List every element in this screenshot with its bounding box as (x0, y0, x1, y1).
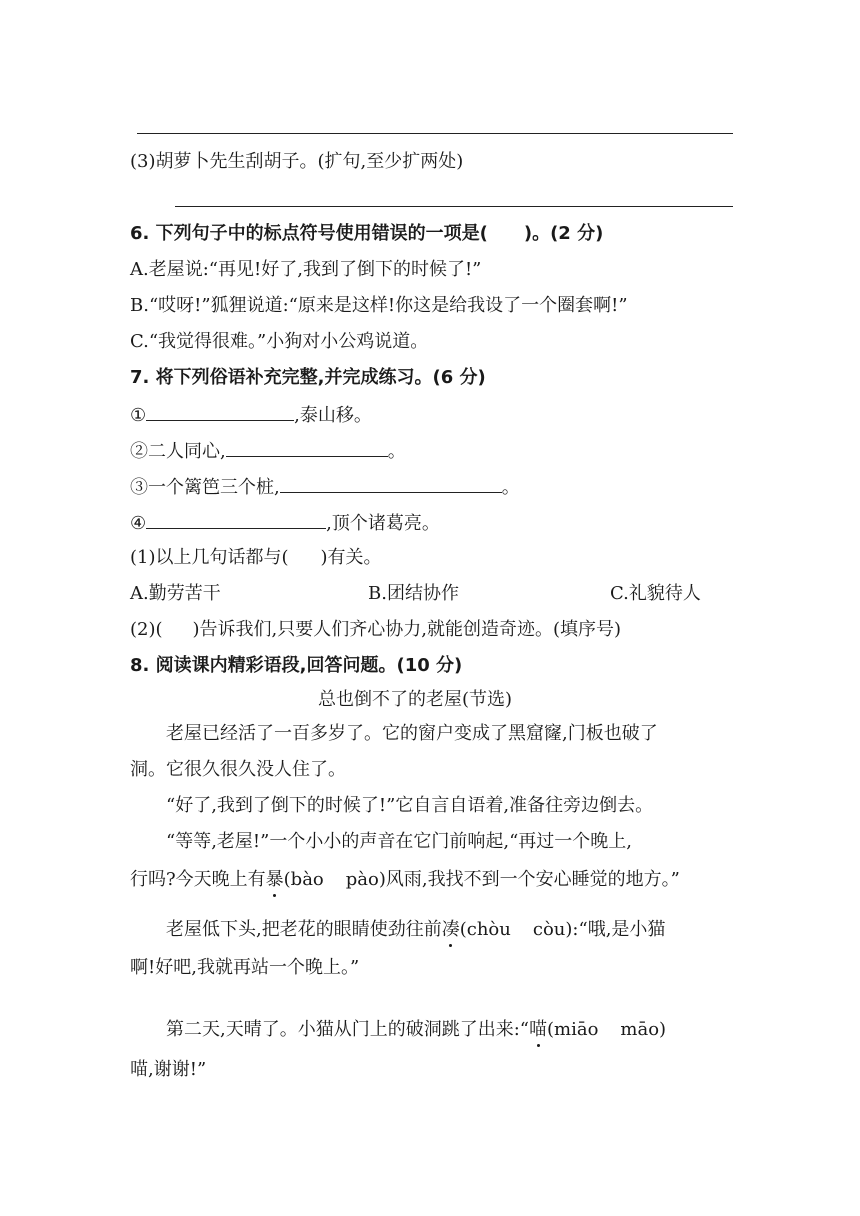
q7-choice-a[interactable]: A.勤劳苦干 (130, 583, 221, 604)
dotted-char-cou: 凑 (441, 919, 460, 940)
pinyin-chou[interactable]: (chòu (459, 919, 511, 940)
q7-sub2 (130, 618, 621, 642)
answer-line-top[interactable] (137, 133, 733, 134)
p4-text-b: :“哦,是小猫 (572, 919, 666, 940)
dotted-char-miao: 喵 (529, 1019, 547, 1040)
proverb-1-blank[interactable] (146, 402, 294, 421)
answer-line-5-3[interactable] (175, 206, 733, 207)
proverb-2-suffix: 。 (387, 441, 406, 462)
p3-text-b: 风雨,我找不到一个安心睡觉的地方。” (385, 869, 680, 890)
passage-p4-line1 (166, 918, 665, 942)
q7-sub1 (130, 546, 382, 570)
pinyin-pao[interactable]: pào) (345, 869, 386, 890)
proverb-3-prefix: ③一个篱笆三个桩, (130, 477, 280, 498)
q7-sub2-b: )告诉我们,只要人们齐心协力,就能创造奇迹。(填序号) (192, 619, 622, 640)
q6-stem-b: )。(2 分) (523, 223, 604, 244)
passage-p4-line2: 啊!好吧,我就再站一个晚上。” (130, 957, 360, 978)
proverb-4-prefix: ④ (130, 513, 147, 534)
passage-p1-line1: 老屋已经活了一百多岁了。它的窗户变成了黑窟窿,门板也破了 (166, 723, 658, 744)
q6-option-c[interactable]: C.“我觉得很难。”小狗对小公鸡说道。 (130, 331, 429, 352)
proverb-4-suffix: ,顶个诸葛亮。 (326, 513, 440, 534)
pinyin-bao[interactable]: (bào (283, 869, 324, 890)
q6-option-a[interactable]: A.老屋说:“再见!好了,我到了倒下的时候了!” (130, 259, 482, 280)
proverb-1-suffix: ,泰山移。 (294, 405, 372, 426)
proverb-2-blank[interactable] (226, 438, 388, 457)
q7-sub2-a: (2)( (130, 619, 163, 640)
proverb-3-blank[interactable] (280, 474, 502, 493)
q6-stem-a: 6. 下列句子中的标点符号使用错误的一项是( (130, 223, 488, 244)
passage-p3-line2 (130, 868, 680, 892)
proverb-2-prefix: ②二人同心, (130, 441, 226, 462)
question-6-stem (130, 222, 603, 246)
dotted-char-bao: 暴 (265, 869, 284, 890)
proverb-3-suffix: 。 (501, 477, 520, 498)
q7-choice-b[interactable]: B.团结协作 (368, 583, 459, 604)
p3-text-a: 行吗?今天晚上有 (130, 869, 266, 890)
q7-sub1-b: )有关。 (320, 547, 382, 568)
proverb-3 (130, 474, 520, 500)
pinyin-mao[interactable]: māo) (620, 1019, 667, 1040)
q7-sub1-a: (1)以上几句话都与( (130, 547, 289, 568)
passage-p5-line1 (166, 1018, 666, 1042)
q6-option-b[interactable]: B.“哎呀!”狐狸说道:“原来是这样!你这是给我设了一个圈套啊!” (130, 295, 628, 316)
q7-choice-c[interactable]: C.礼貌待人 (610, 583, 701, 604)
passage-p3-line1: “等等,老屋!”一个小小的声音在它门前响起,“再过一个晚上, (166, 831, 633, 852)
passage-p2: “好了,我到了倒下的时候了!”它自言自语着,准备往旁边倒去。 (166, 795, 654, 816)
question-8-stem: 8. 阅读课内精彩语段,回答问题。(10 分) (130, 655, 463, 676)
question-7-stem: 7. 将下列俗语补充完整,并完成练习。(6 分) (130, 367, 486, 388)
passage-p5-line2: 喵,谢谢!” (130, 1059, 207, 1080)
proverb-1 (130, 402, 372, 428)
proverb-4 (130, 510, 440, 536)
proverb-1-prefix: ① (130, 405, 147, 426)
p4-text-a: 老屋低下头,把老花的眼睛使劲往前 (166, 919, 442, 940)
p5-text-a: 第二天,天晴了。小猫从门上的破洞跳了出来:“ (166, 1019, 529, 1040)
proverb-4-blank[interactable] (146, 510, 326, 529)
passage-title: 总也倒不了的老屋(节选) (318, 689, 513, 710)
pinyin-miao[interactable]: (miāo (547, 1019, 599, 1040)
proverb-2 (130, 438, 406, 464)
question-5-3: (3)胡萝卜先生刮胡子。(扩句,至少扩两处) (130, 151, 464, 172)
pinyin-cou[interactable]: còu) (532, 919, 573, 940)
passage-p1-line2: 洞。它很久很久没人住了。 (130, 759, 346, 780)
